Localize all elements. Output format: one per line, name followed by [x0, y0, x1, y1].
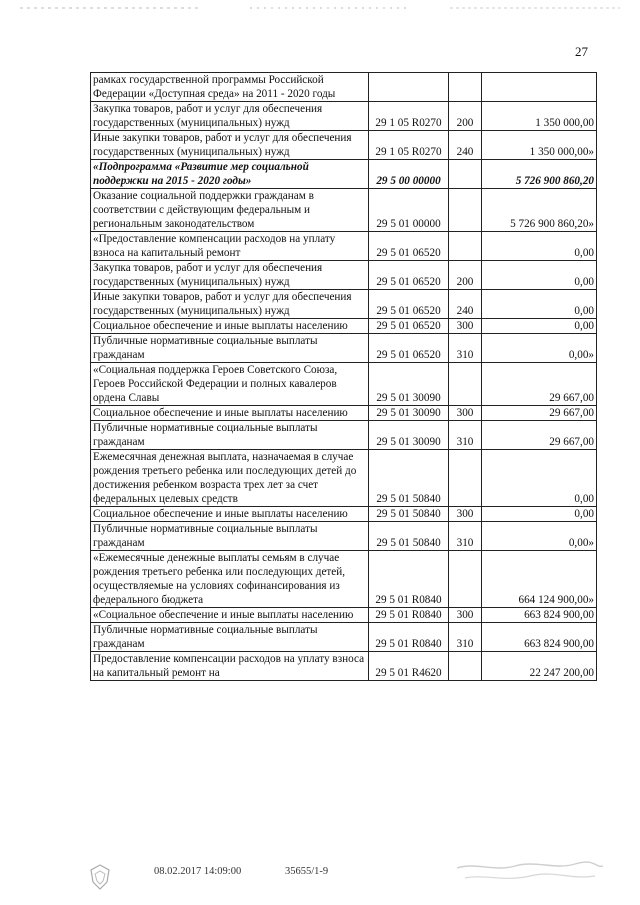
row-sum: 5 726 900 860,20	[482, 160, 597, 189]
row-type: 300	[449, 406, 482, 421]
row-sum: 0,00	[482, 507, 597, 522]
row-sum: 0,00	[482, 450, 597, 507]
row-name: «Социальное обеспечение и иные выплаты населению	[91, 608, 369, 623]
row-type: 310	[449, 623, 482, 652]
budget-table-body	[91, 73, 597, 681]
footer-timestamp: 08.02.2017 14:09:00	[154, 866, 242, 877]
row-type: 300	[449, 507, 482, 522]
table-row	[91, 652, 597, 681]
row-code: 29 5 01 06520	[369, 261, 449, 290]
row-name: «Ежемесячные денежные выплаты семьям в случае рождения третьего ребенка или последующих детей, осуществляемые на условиях софинансирования из федерального бюджета	[91, 551, 369, 608]
table-row	[91, 608, 597, 623]
row-code: 29 5 01 06520	[369, 319, 449, 334]
row-sum: 664 124 900,00»	[482, 551, 597, 608]
row-code: 29 5 01 R0840	[369, 608, 449, 623]
table-row	[91, 290, 597, 319]
row-type: 200	[449, 102, 482, 131]
row-type: 200	[449, 261, 482, 290]
table-row	[91, 160, 597, 189]
table-row	[91, 623, 597, 652]
row-name: Иные закупки товаров, работ и услуг для обеспечения государственных (муниципальных) нужд	[91, 131, 369, 160]
row-sum: 5 726 900 860,20»	[482, 189, 597, 232]
row-type: 310	[449, 421, 482, 450]
row-code: 29 5 01 50840	[369, 522, 449, 551]
table-row	[91, 406, 597, 421]
row-sum: 29 667,00	[482, 421, 597, 450]
row-code: 29 5 01 30090	[369, 363, 449, 406]
row-name: рамках государственной программы Российской Федерации «Доступная среда» на 2011 - 2020 годы	[91, 73, 369, 102]
row-sum: 1 350 000,00	[482, 102, 597, 131]
coat-of-arms-stamp-icon	[85, 862, 115, 892]
row-sum: 29 667,00	[482, 363, 597, 406]
footer-document-number: 35655/1-9	[285, 866, 329, 877]
row-sum: 22 247 200,00	[482, 652, 597, 681]
row-sum: 0,00	[482, 232, 597, 261]
faded-signature-watermark	[455, 858, 605, 884]
row-name: «Социальная поддержка Героев Советского Союза, Героев Российской Федерации и полных кавалеров ордена Славы	[91, 363, 369, 406]
row-name: Закупка товаров, работ и услуг для обеспечения государственных (муниципальных) нужд	[91, 102, 369, 131]
row-type: 240	[449, 131, 482, 160]
table-row	[91, 421, 597, 450]
row-code: 29 1 05 R0270	[369, 102, 449, 131]
row-type	[449, 73, 482, 102]
row-type	[449, 232, 482, 261]
row-name: Публичные нормативные социальные выплаты гражданам	[91, 522, 369, 551]
row-code	[369, 73, 449, 102]
row-sum: 0,00»	[482, 522, 597, 551]
row-code: 29 5 01 R0840	[369, 623, 449, 652]
row-type	[449, 450, 482, 507]
row-sum: 663 824 900,00	[482, 623, 597, 652]
row-sum: 0,00	[482, 261, 597, 290]
row-code: 29 5 01 50840	[369, 507, 449, 522]
row-name: Оказание социальной поддержки гражданам в соответствии с действующим федеральным и региональным законодательством	[91, 189, 369, 232]
row-name: Иные закупки товаров, работ и услуг для обеспечения государственных (муниципальных) нужд	[91, 290, 369, 319]
table-row	[91, 319, 597, 334]
table-row	[91, 507, 597, 522]
budget-table	[90, 72, 597, 681]
row-type	[449, 551, 482, 608]
row-name: «Подпрограмма «Развитие мер социальной поддержки на 2015 - 2020 годы»	[91, 160, 369, 189]
row-type	[449, 189, 482, 232]
row-type: 240	[449, 290, 482, 319]
row-sum: 663 824 900,00	[482, 608, 597, 623]
table-row	[91, 522, 597, 551]
scan-artifact-line	[20, 6, 620, 10]
table-row	[91, 102, 597, 131]
table-row	[91, 450, 597, 507]
row-code: 29 5 01 50840	[369, 450, 449, 507]
row-code: 29 5 01 30090	[369, 421, 449, 450]
row-code: 29 5 01 06520	[369, 232, 449, 261]
row-code: 29 5 00 00000	[369, 160, 449, 189]
row-name: Ежемесячная денежная выплата, назначаемая в случае рождения третьего ребенка или последующих детей до достижения ребенком возраста трех лет за счет федеральных целевых средств	[91, 450, 369, 507]
table-row	[91, 73, 597, 102]
row-name: Публичные нормативные социальные выплаты гражданам	[91, 334, 369, 363]
row-sum	[482, 73, 597, 102]
row-code: 29 5 01 30090	[369, 406, 449, 421]
row-type	[449, 652, 482, 681]
row-name: Публичные нормативные социальные выплаты гражданам	[91, 421, 369, 450]
table-row	[91, 363, 597, 406]
table-row	[91, 334, 597, 363]
table-row	[91, 232, 597, 261]
row-name: Социальное обеспечение и иные выплаты населению	[91, 507, 369, 522]
table-row	[91, 551, 597, 608]
row-type	[449, 160, 482, 189]
row-name: Социальное обеспечение и иные выплаты населению	[91, 319, 369, 334]
page-number: 27	[575, 44, 588, 59]
row-name: Публичные нормативные социальные выплаты гражданам	[91, 623, 369, 652]
row-sum: 0,00	[482, 290, 597, 319]
row-code: 29 5 01 R4620	[369, 652, 449, 681]
row-type: 300	[449, 608, 482, 623]
row-code: 29 5 01 00000	[369, 189, 449, 232]
row-type: 310	[449, 522, 482, 551]
row-code: 29 5 01 06520	[369, 290, 449, 319]
row-code: 29 1 05 R0270	[369, 131, 449, 160]
row-sum: 0,00»	[482, 334, 597, 363]
row-name: Закупка товаров, работ и услуг для обеспечения государственных (муниципальных) нужд	[91, 261, 369, 290]
table-row	[91, 189, 597, 232]
row-sum: 29 667,00	[482, 406, 597, 421]
row-code: 29 5 01 06520	[369, 334, 449, 363]
row-name: Предоставление компенсации расходов на уплату взноса на капитальный ремонт на	[91, 652, 369, 681]
row-type: 300	[449, 319, 482, 334]
row-sum: 0,00	[482, 319, 597, 334]
row-sum: 1 350 000,00»	[482, 131, 597, 160]
row-type	[449, 363, 482, 406]
row-type: 310	[449, 334, 482, 363]
table-row	[91, 261, 597, 290]
row-name: Социальное обеспечение и иные выплаты населению	[91, 406, 369, 421]
table-row	[91, 131, 597, 160]
row-code: 29 5 01 R0840	[369, 551, 449, 608]
row-name: «Предоставление компенсации расходов на уплату взноса на капитальный ремонт	[91, 232, 369, 261]
